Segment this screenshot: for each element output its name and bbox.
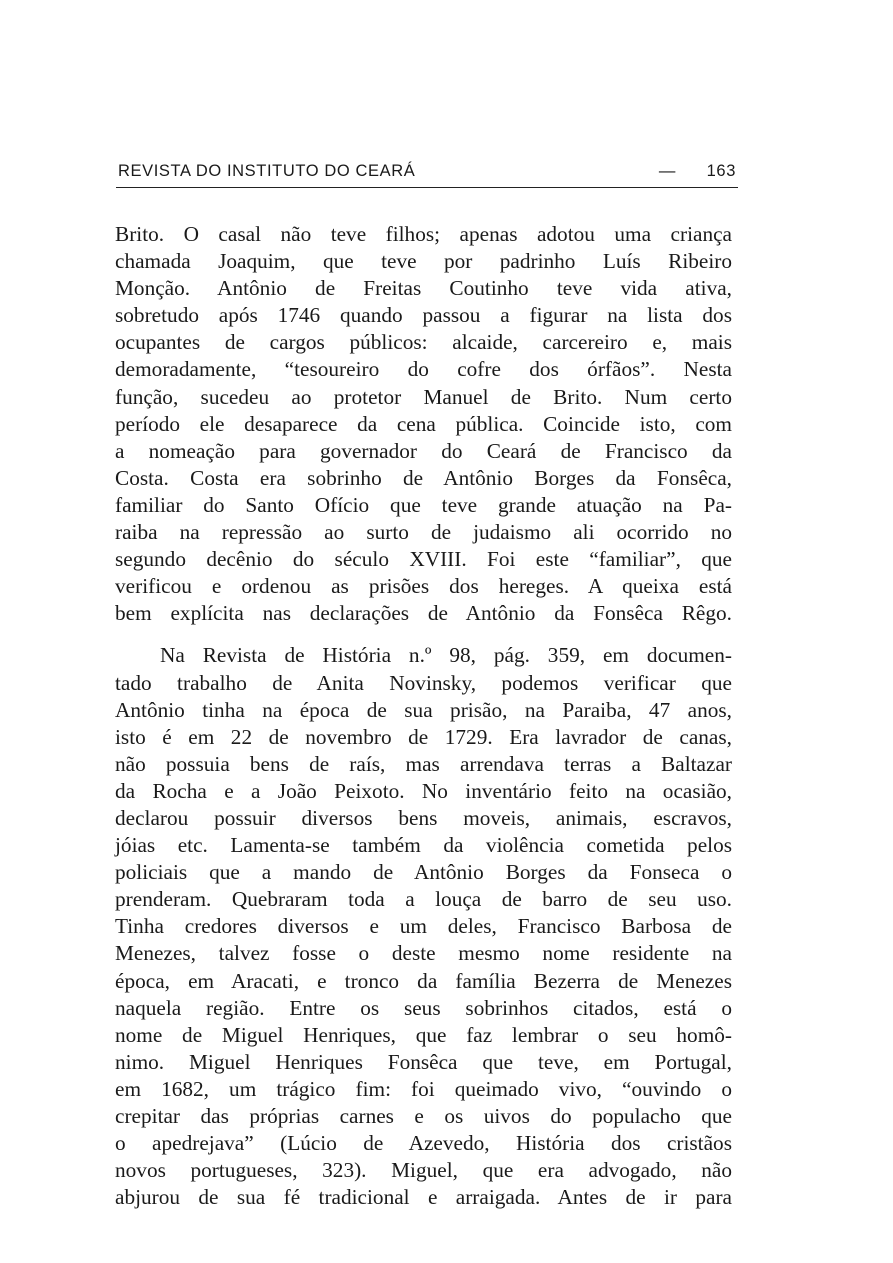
- text-line: declarou possuir diversos bens moveis, animais, escravos,: [115, 805, 732, 830]
- text-line: naquela região. Entre os seus sobrinhos citados, está o: [115, 995, 732, 1020]
- text-line: prenderam. Quebraram toda a louça de barro de seu uso.: [115, 887, 732, 912]
- text-line: tado trabalho de Anita Novinsky, podemos verificar que: [115, 670, 732, 695]
- text-line: Menezes, talvez fosse o deste mesmo nome residente na: [115, 941, 732, 966]
- text-line: em 1682, um trágico fim: foi queimado vivo, “ouvindo o: [115, 1076, 732, 1101]
- text-line: Na Revista de História n.º 98, pág. 359, em documen-: [160, 643, 732, 668]
- text-line: novos portugueses, 323). Miguel, que era advogado, não: [115, 1158, 732, 1183]
- text-line: Tinha credores diversos e um deles, Francisco Barbosa de: [115, 914, 732, 939]
- text-line: isto é em 22 de novembro de 1729. Era lavrador de canas,: [115, 724, 732, 749]
- text-line: época, em Aracati, e tronco da família Bezerra de Menezes: [115, 968, 732, 993]
- text-line: Costa. Costa era sobrinho de Antônio Borges da Fonsêca,: [115, 465, 732, 490]
- text-line: familiar do Santo Ofício que teve grande atuação na Pa-: [115, 492, 732, 517]
- text-line: ocupantes de cargos públicos: alcaide, carcereiro e, mais: [115, 330, 732, 355]
- text-line: abjurou de sua fé tradicional e arraigada. Antes de ir para: [115, 1185, 732, 1210]
- text-line: bem explícita nas declarações de Antônio da Fonsêca Rêgo.: [115, 601, 732, 626]
- text-line: raiba na repressão ao surto de judaismo ali ocorrido no: [115, 520, 732, 545]
- text-line: a nomeação para governador do Ceará de Francisco da: [115, 438, 732, 463]
- text-line: nome de Miguel Henriques, que faz lembrar o seu homô-: [115, 1022, 732, 1047]
- text-line: sobretudo após 1746 quando passou a figurar na lista dos: [115, 303, 732, 328]
- text-line: o apedrejava” (Lúcio de Azevedo, História dos cristãos: [115, 1131, 732, 1156]
- text-line: Monção. Antônio de Freitas Coutinho teve vida ativa,: [115, 276, 732, 301]
- text-line: demoradamente, “tesoureiro do cofre dos órfãos”. Nesta: [115, 357, 732, 382]
- text-line: segundo decênio do século XVIII. Foi este “familiar”, que: [115, 547, 732, 572]
- text-line: nimo. Miguel Henriques Fonsêca que teve, em Portugal,: [115, 1049, 732, 1074]
- text-line: Antônio tinha na época de sua prisão, na Paraiba, 47 anos,: [115, 697, 732, 722]
- text-line: crepitar das próprias carnes e os uivos do populacho que: [115, 1104, 732, 1128]
- paragraph-2: [115, 642, 732, 1211]
- text-line: verificou e ordenou as prisões dos hereges. A queixa está: [115, 574, 732, 599]
- journal-title: REVISTA DO INSTITUTO DO CEARÁ: [118, 162, 416, 180]
- page-number: 163: [706, 162, 736, 180]
- text-line: período ele desaparece da cena pública. Coincide isto, com: [115, 411, 732, 436]
- running-header: [118, 162, 738, 184]
- text-line: Brito. O casal não teve filhos; apenas adotou uma criança: [115, 222, 732, 246]
- header-dash: —: [658, 162, 676, 180]
- text-line: função, sucedeu ao protetor Manuel de Brito. Num certo: [115, 384, 732, 409]
- text-line: da Rocha e a João Peixoto. No inventário feito na ocasião,: [115, 778, 732, 803]
- body-text: [115, 221, 732, 1211]
- header-rule: [116, 187, 738, 188]
- text-line: policiais que a mando de Antônio Borges da Fonseca o: [115, 860, 732, 885]
- paragraph-1: [115, 221, 732, 627]
- paragraph-gap: [115, 627, 732, 642]
- text-line: não possuia bens de raís, mas arrendava terras a Baltazar: [115, 751, 732, 776]
- text-line: chamada Joaquim, que teve por padrinho Luís Ribeiro: [115, 249, 732, 274]
- text-line: jóias etc. Lamenta-se também da violência cometida pelos: [115, 833, 732, 858]
